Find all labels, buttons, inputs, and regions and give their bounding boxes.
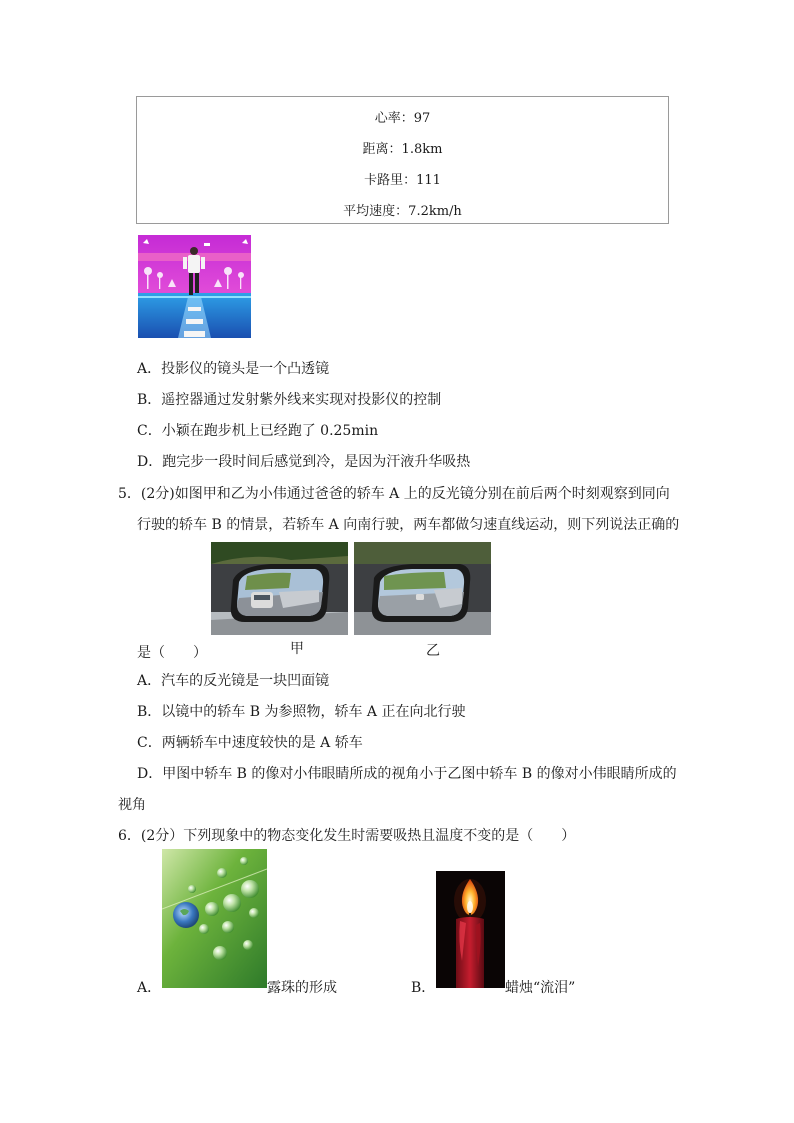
q4-option-d: D．跑完步一段时间后感觉到冷，是因为汗液升华吸热 [137,454,471,470]
q5-stem-line1: 5．(2分)如图甲和乙为小伟通过爸爸的轿车 A 上的反光镜分别在前后两个时刻观察到同向 [118,486,670,502]
q5-stem-line2: 行驶的轿车 B 的情景，若轿车 A 向南行驶，两车都做匀速直线运动，则下列说法正确的 [137,517,680,533]
q5-option-c: C．两辆轿车中速度较快的是 A 轿车 [137,735,363,751]
q6-option-b-text: 蜡烛“流泪” [505,980,576,996]
running-stats-box [136,96,669,224]
mirror-image-jia [211,542,348,635]
q4-option-a: A．投影仪的镜头是一个凸透镜 [137,361,330,377]
dew-drops-image [162,849,267,988]
mirror-image-yi [354,542,491,635]
q6-stem: 6．(2分）下列现象中的物态变化发生时需要吸热且温度不变的是（ ） [118,828,576,844]
avg-speed-text: 平均速度：7.2km/h [343,204,462,219]
treadmill-projection-image [138,235,251,338]
heart-rate-text: 心率：97 [374,111,431,126]
candle-image [436,871,505,988]
q5-option-d-line2: 视角 [118,797,146,813]
q4-option-c: C．小颖在跑步机上已经跑了 0.25min [137,423,379,439]
q5-option-b: B．以镜中的轿车 B 为参照物，轿车 A 正在向北行驶 [137,704,466,720]
distance-text: 距离：1.8km [362,142,443,157]
calories-text: 卡路里：111 [364,173,441,188]
q5-stem-line3: 是（ ） [137,645,207,661]
q5-option-a: A．汽车的反光镜是一块凹面镜 [137,673,330,689]
figure-label-yi: 乙 [426,643,440,659]
q5-option-d-line1: D．甲图中轿车 B 的像对小伟眼睛所成的视角小于乙图中轿车 B 的像对小伟眼睛所成的 [137,766,677,782]
figure-label-jia: 甲 [290,641,304,657]
q6-option-a-text: 露珠的形成 [267,980,337,996]
q4-option-b: B．遥控器通过发射紫外线来实现对投影仪的控制 [137,392,442,408]
q6-option-a-letter: A． [137,980,162,996]
q6-option-b-letter: B． [411,980,436,996]
